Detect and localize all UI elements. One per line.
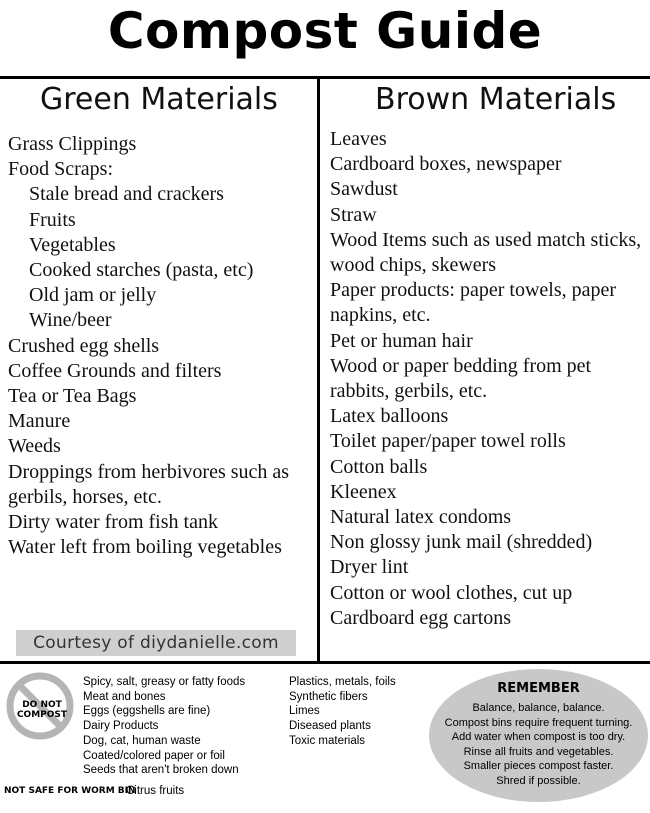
green-material-item: Stale bread and crackers: [29, 183, 224, 206]
green-material-item: Crushed egg shells: [8, 334, 160, 357]
brown-material-item: Wood Items such as used match sticks, wood chips, skewers: [330, 228, 642, 277]
do-not-compost-list-1: [83, 675, 245, 778]
brown-material-item: Cardboard boxes, newspaper: [330, 153, 562, 176]
do-not-compost-item: Coated/colored paper or foil: [83, 749, 225, 762]
column-divider: [317, 79, 320, 661]
green-material-item: Fruits: [29, 208, 76, 231]
brown-material-item: Cardboard egg cartons: [330, 606, 512, 629]
green-material-item: Coffee Grounds and filters: [8, 359, 222, 382]
page-title: Compost Guide: [107, 2, 543, 60]
green-materials-list: [8, 132, 313, 560]
do-not-compost-item: Toxic materials: [289, 734, 366, 747]
green-material-item: Grass Clippings: [8, 133, 137, 155]
brown-material-item: Dryer lint: [330, 556, 409, 579]
brown-material-item: Natural latex condoms: [330, 506, 512, 529]
brown-material-item: Cotton or wool clothes, cut up: [330, 581, 573, 604]
green-material-item: Water left from boiling vegetables: [8, 536, 282, 559]
green-material-item: Food Scraps:: [8, 158, 113, 181]
brown-material-item: Paper products: paper towels, paper napkins, etc.: [330, 279, 617, 327]
remember-box: [429, 669, 648, 802]
do-not-compost-item: Plastics, metals, foils: [289, 676, 396, 688]
remember-title: REMEMBER: [497, 681, 580, 696]
do-not-compost-item: Synthetic fibers: [289, 690, 368, 703]
brown-materials-heading: Brown Materials: [375, 82, 617, 117]
do-not-compost-item: Seeds that aren't broken down: [83, 764, 239, 777]
brown-material-item: Toilet paper/paper towel rolls: [330, 430, 566, 453]
remember-tip: Smaller pieces compost faster.: [463, 760, 614, 772]
green-material-item: Droppings from herbivores such as gerbils, horses, etc.: [8, 460, 290, 508]
brown-material-item: Leaves: [330, 128, 387, 150]
do-not-compost-item: Meat and bones: [83, 690, 166, 703]
do-not-compost-item: Spicy, salt, greasy or fatty foods: [83, 676, 246, 688]
green-materials-heading: Green Materials: [40, 82, 278, 117]
worm-bin-label: NOT SAFE FOR WORM BIN: [4, 786, 136, 796]
top-divider: [0, 76, 650, 79]
green-material-item: Wine/beer: [29, 309, 112, 332]
brown-material-item: Pet or human hair: [330, 329, 473, 352]
brown-material-item: Cotton balls: [330, 455, 428, 478]
brown-materials-list: [330, 127, 645, 631]
brown-material-item: Latex balloons: [330, 405, 449, 428]
do-not-compost-item: Diseased plants: [289, 720, 371, 733]
green-material-item: Cooked starches (pasta, etc): [29, 259, 254, 282]
brown-material-item: Wood or paper bedding from pet rabbits, gerbils, etc.: [330, 354, 592, 403]
do-not-compost-item: Dog, cat, human waste: [83, 734, 201, 747]
green-material-item: Tea or Tea Bags: [8, 385, 137, 408]
remember-tip: Rinse all fruits and vegetables.: [463, 745, 614, 758]
remember-tip: Balance, balance, balance.: [472, 702, 605, 714]
brown-material-item: Non glossy junk mail (shredded): [330, 531, 593, 554]
brown-material-item: Straw: [330, 203, 377, 226]
brown-material-item: Sawdust: [330, 178, 398, 201]
remember-tip: Compost bins require frequent turning.: [444, 716, 633, 729]
green-material-item: Dirty water from fish tank: [8, 511, 218, 534]
green-material-item: Weeds: [8, 435, 61, 458]
do-not-compost-item: Limes: [289, 705, 320, 718]
brown-material-item: Kleenex: [330, 480, 397, 503]
remember-tip: Shred if possible.: [496, 774, 581, 787]
remember-tips: [429, 701, 648, 788]
remember-tip: Add water when compost is too dry.: [451, 731, 626, 743]
worm-bin-item: Citrus fruits: [126, 785, 185, 797]
green-material-item: Manure: [8, 410, 71, 433]
do-not-compost-item: Dairy Products: [83, 720, 159, 733]
do-not-compost-label: DO NOT COMPOST: [16, 700, 68, 720]
do-not-compost-list-2: [289, 675, 396, 749]
courtesy-credit: Courtesy of diydanielle.com: [16, 630, 296, 656]
green-material-item: Old jam or jelly: [29, 284, 157, 307]
green-material-item: Vegetables: [29, 233, 116, 256]
do-not-compost-item: Eggs (eggshells are fine): [83, 705, 211, 718]
bottom-divider: [0, 661, 650, 664]
